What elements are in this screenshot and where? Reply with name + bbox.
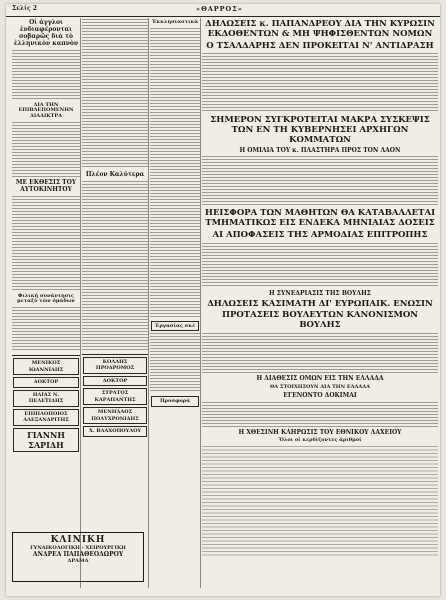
notice-box: Προσφορά [151, 396, 199, 407]
ad-city: ΔΡΑΜΑ [67, 558, 89, 564]
headline: ΗΕΙΣΦΟΡΑ ΤΩΝ ΜΑΘΗΤΩΝ ΘΑ ΚΑΤΑΒΑΛΛΕΤΑΙ ΤΜΗΜΑΤΙΚΩΣ ΕΙΣ ΕΝΔΕΚΑ ΜΗΝΙΑΙΑΣ ΔΟΣΕΙΣ [204, 208, 436, 229]
newspaper-page [6, 4, 440, 596]
article-text [202, 156, 438, 206]
headline: ΑΙ ΑΠΟΦΑΣΕΙΣ ΤΗΣ ΑΡΜΟΔΙΑΣ ΕΠΙΤΡΟΠΗΣ [212, 230, 428, 241]
headline: ΔΙΑ ΤΗΝ ΕΠΙΒΛΕΠΟΜΕΝΗΝ ΔΙΑΔΙΚΤΡΑ [18, 101, 74, 120]
column-3 [150, 18, 201, 588]
ad-title: ΚΛΙΝΙΚΗ [50, 535, 106, 545]
headline: Η ΧΘΕΣΙΝΗ ΚΛΗΡΩΣΙΣ ΤΟΥ ΕΘΝΙΚΟΥ ΛΑΧΕΙΟΥ [238, 428, 402, 436]
article-text [202, 333, 438, 373]
headline: Ο ΤΣΑΛΔΑΡΗΣ ΔΕΝ ΠΡΟΚΕΙΤΑΙ Ν' ΑΝΤΙΔΡΑΣΗ [206, 40, 434, 51]
divider [82, 354, 148, 355]
advertisement: ΔΟΚΤΟΡ [13, 377, 79, 388]
article-text [12, 307, 80, 352]
article-text [150, 333, 200, 393]
advertisement: ΣΤΡΑΤΟΣ ΚΑΡΑΠΑΝΤΗΣ [83, 388, 147, 405]
column-4 [202, 18, 438, 588]
headline: Η ΔΙΑΘΕΣΙΣ ΟΜΩΝ ΕΙΣ ΤΗΝ ΕΛΛΑΔΑ [256, 374, 384, 382]
advertisement: ΚΟΛΛΗΣ ΠΡΟΔΡΟΜΟΣ [83, 357, 147, 374]
article-text [150, 28, 200, 318]
headline: ΔΗΛΩΣΕΙΣ ΚΑΣΙΜΑΤΗ ΔΙ' ΕΥΡΩΠΑΙΚ. ΕΝΩΣΙΝ [207, 298, 433, 309]
article-text [82, 181, 148, 351]
headline: Οἱ ἀγγλοι ἐνδιαφέρονται σοβαρῶς διὰ τὸ ἐλληνικὸν καπνὸν [13, 19, 79, 47]
headline: ΠΡΟΤΑΣΕΙΣ ΒΟΥΛΕΥΤΩΝ ΚΑΝΟΝΙΣΜΟΝ ΒΟΥΛΗΣ [221, 310, 419, 331]
advertisement: ΜΕΝΙΚΟΣ ΙΩΑΝΝΙΔΗΣ [13, 358, 79, 375]
advertisement: ΗΛΙΑΣ Ν. ΠΕΛΕΤΙΔΗΣ [13, 390, 79, 407]
headline: Πλέον Καλύτερα [85, 171, 145, 178]
advertisement: ΔΟΚΤΟΡ [83, 376, 147, 387]
article-text [12, 196, 80, 291]
ad-subtitle: ΓΥΝΑΙΚΟΛΟΓΙΚΗ - ΧΕΙΡΟΥΡΓΙΚΗ [30, 545, 126, 551]
column-1 [12, 18, 81, 588]
advertisement: Χ. ΒΛΑΧΟΠΟΥΛΟΥ [83, 426, 147, 437]
headline: ΘΑ ΣΤΟΙΧΗΣΟΥΝ ΔΙΑ ΤΗΝ ΕΛΛΑΔΑ [269, 383, 371, 390]
page-number: Σελίς 2 [12, 5, 37, 12]
article-text [12, 122, 80, 177]
masthead [6, 4, 440, 17]
headline: Η ΣΥΝΕΔΡΙΑΣΙΣ ΤΗΣ ΒΟΥΛΗΣ [269, 289, 371, 297]
headline: Ἐκκλησιαστικὰ [151, 19, 199, 25]
notice-box: Ἐργασίας σκὲ [151, 321, 199, 332]
ad-name: ΑΝΔΡΕΑ ΠΑΠΑΘΕΟΔΩΡΟΥ [32, 551, 124, 558]
advertisement: ΕΠΙΠΛΟΠΟΙΟΣ ΑΛΕΞΑΝΔΡΙΤΗΣ [13, 409, 79, 426]
article-text [202, 53, 438, 113]
headline: ΕΓΕΝΟΝΤΟ ΔΟΚΙΜΑΙ [283, 391, 357, 399]
headline: Ὅλοι οἱ κερδίζοντες ἀριθμοί [278, 437, 362, 444]
article-text [202, 243, 438, 288]
column-2 [82, 18, 149, 588]
article-text [202, 402, 438, 427]
advertisement: ΜΕΝΗΛΑΟΣ ΠΟΛΥΧΡΟΝΙΔΗΣ [83, 407, 147, 424]
headline: Η ΟΜΙΛΙΑ ΤΟΥ κ. ΠΛΑΣΤΗΡΑ ΠΡΟΣ ΤΟΝ ΛΑΟΝ [239, 146, 401, 154]
headline: ΔΗΛΩΣΕΙΣ κ. ΠΑΠΑΝΔΡΕΟΥ ΔΙΑ ΤΗΝ ΚΥΡΩΣΙΝ ΕΚΔΟΘΕΝΤΩΝ & ΜΗ ΨΗΦΙΣΘΕΝΤΩΝ ΝΟΜΩΝ [205, 19, 435, 39]
headline: ΜΕ ΕΚΘΕΣΙΣ ΤΟΥ ΑΥΤΟΚΙΝΗΤΟΥ [15, 178, 77, 193]
article-text [82, 19, 148, 169]
divider [12, 355, 80, 356]
advertisement: ΓΙΑΝΝΗ ΣΑΡΙΔΗ [13, 428, 79, 453]
headline: ΣΗΜΕΡΟΝ ΣΥΓΚΡΟΤΕΙΤΑΙ ΜΑΚΡΑ ΣΥΣΚΕΨΙΣ ΤΩΝ ΕΝ ΤΗ ΚΥΒΕΡΝΗΣΕΙ ΑΡΧΗΓΩΝ ΚΟΜΜΑΤΩΝ [210, 115, 430, 145]
article-text [12, 50, 80, 100]
headline: Φιλική συνάντησις μεταξὺ τῶν ὁμάδων [17, 292, 75, 305]
newspaper-title: «ΘΑΡΡΟΣ» [196, 5, 243, 13]
lottery-results-table [202, 446, 438, 556]
clinic-advertisement [12, 532, 144, 582]
